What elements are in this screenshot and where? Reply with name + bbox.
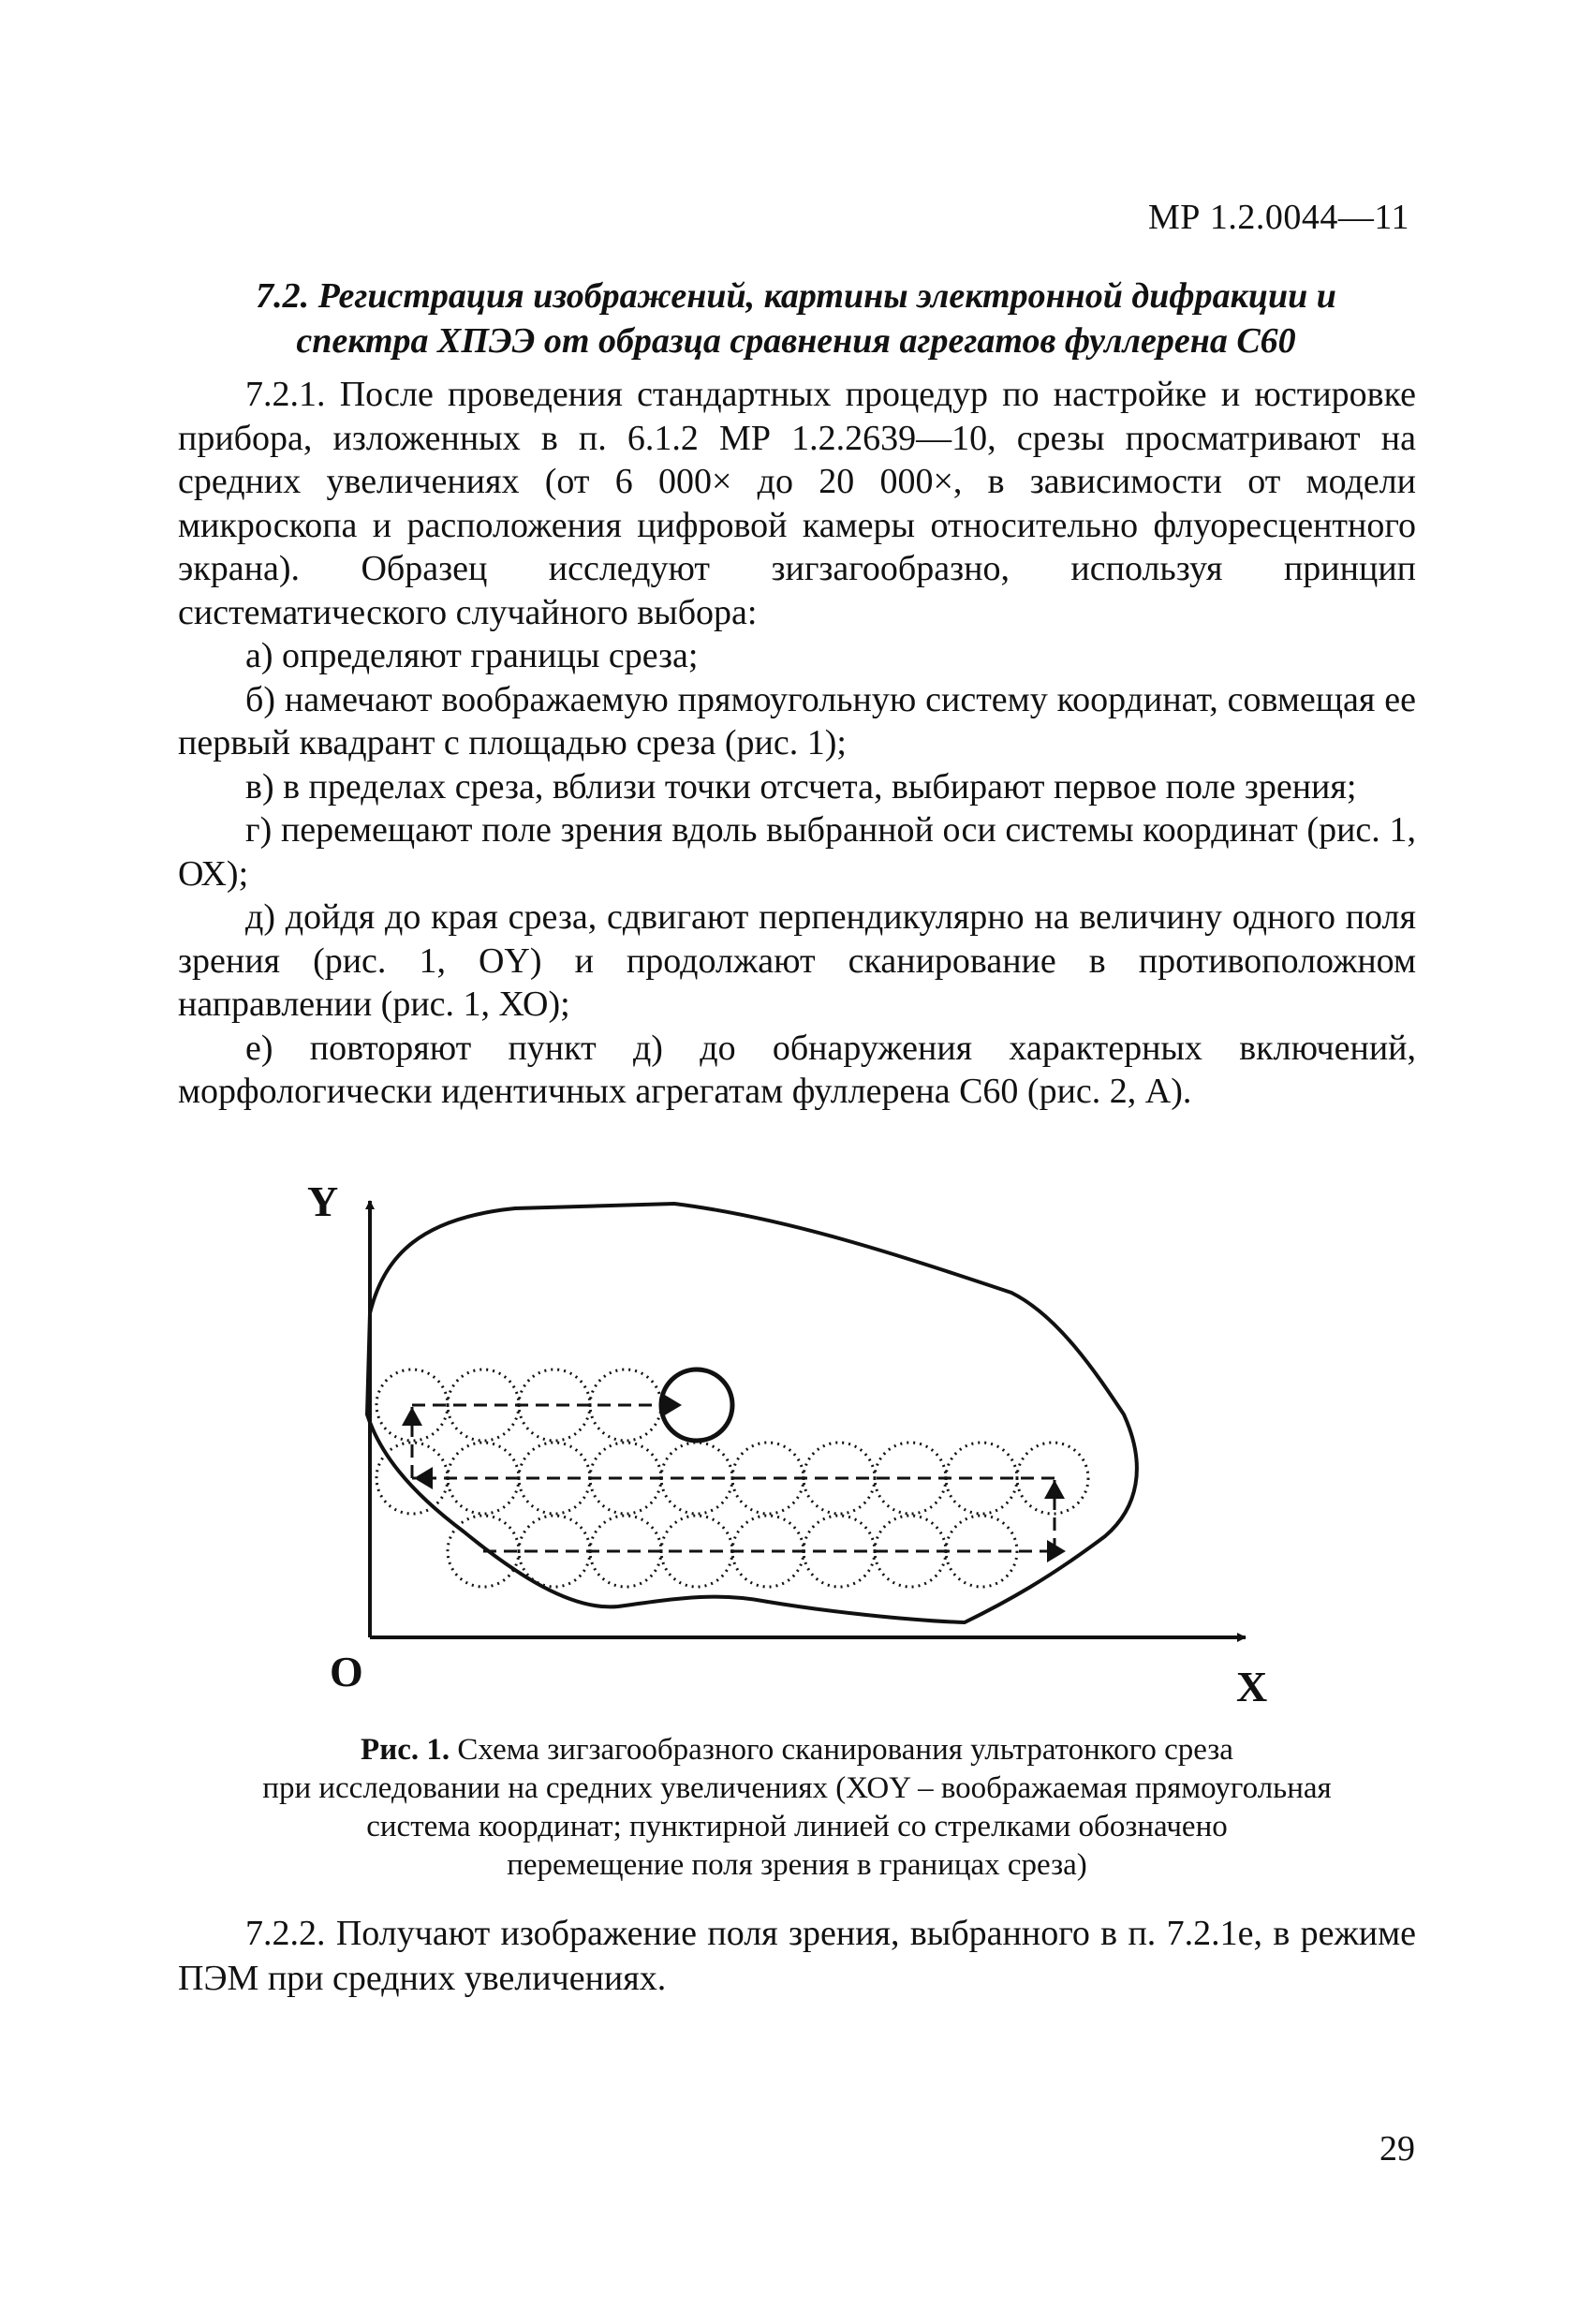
- caption-line-1: [178, 1731, 1416, 1769]
- section-heading-line-2: спектра ХПЭЭ от образца сравнения агрегатов фуллерена С60: [296, 321, 1296, 361]
- caption-line-1-text: Схема зигзагообразного сканирования ультратонкого среза: [450, 1733, 1233, 1767]
- zigzag-scan-svg: [300, 1180, 1292, 1705]
- list-item-v: в) в пределах среза, вблизи точки отсчета, выбирают первое поле зрения;: [245, 766, 1357, 807]
- closing-section: [178, 1911, 1416, 2001]
- figure-1-zigzag-scan-diagram: [300, 1180, 1292, 1705]
- origin-label: O: [330, 1648, 363, 1695]
- caption-line-3: система координат; пунктирной линией со стрелками обозначено: [366, 1810, 1228, 1843]
- scan-path: [412, 1405, 1055, 1551]
- caption-figure-number: Рис. 1.: [361, 1733, 450, 1767]
- page-number: 29: [1379, 2129, 1415, 2169]
- y-axis-label: Y: [307, 1180, 339, 1225]
- section-heading-line-1: 7.2. Регистрация изображений, картины электронной дифракции и: [256, 276, 1336, 316]
- arrow-up-right: [1044, 1480, 1065, 1499]
- paragraph-7-2-1: 7.2.1. После проведения стандартных процедур по настройке и юстировке прибора, изложенных в п. 6.1.2 МР 1.2.2639—10, срезы просматривают на средних увеличениях (от 6 000× до 20 000×, в зависимости от модели микроскопа и расположения цифровой камеры относительно флуоресцентного экрана). Образец исследуют зигзагообразно, используя принцип систематического случайного выбора:: [178, 375, 1416, 632]
- list-item-d: д) дойдя до края среза, сдвигают перпендикулярно на величину одного поля зрения (рис. 1, OY) и продолжают сканирование в противоположном направлении (рис. 1, ХО);: [178, 897, 1416, 1024]
- caption-line-4: перемещение поля зрения в границах среза): [507, 1848, 1087, 1882]
- paragraph-7-2-2: 7.2.2. Получают изображение поля зрения, выбранного в п. 7.2.1е, в режиме ПЭМ при средних увеличениях.: [178, 1914, 1416, 1998]
- list-item-a: а) определяют границы среза;: [245, 636, 699, 675]
- document-code: МР 1.2.0044—11: [1147, 198, 1409, 237]
- figure-caption: [178, 1731, 1416, 1885]
- arrow-left-row-2: [414, 1467, 433, 1489]
- x-axis-label: X: [1236, 1663, 1268, 1705]
- list-item-e: е) повторяют пункт д) до обнаружения характерных включений, морфологически идентичных агрегатам фуллерена С60 (рис. 2, А).: [178, 1028, 1416, 1111]
- section-body: [178, 373, 1416, 1114]
- arrow-right-row-3: [1047, 1540, 1066, 1562]
- section-heading: [178, 274, 1414, 363]
- arrow-up-left: [402, 1407, 422, 1426]
- section-outline: [367, 1204, 1137, 1622]
- arrow-right-row-1: [663, 1394, 682, 1416]
- list-item-b: б) намечают воображаемую прямоугольную систему координат, совмещая ее первый квадрант с площадью среза (рис. 1);: [178, 679, 1416, 762]
- list-item-g: г) перемещают поле зрения вдоль выбранной оси системы координат (рис. 1, ОХ);: [178, 810, 1416, 894]
- caption-line-2: при исследовании на средних увеличениях (ХОY – воображаемая прямоугольная: [262, 1771, 1332, 1805]
